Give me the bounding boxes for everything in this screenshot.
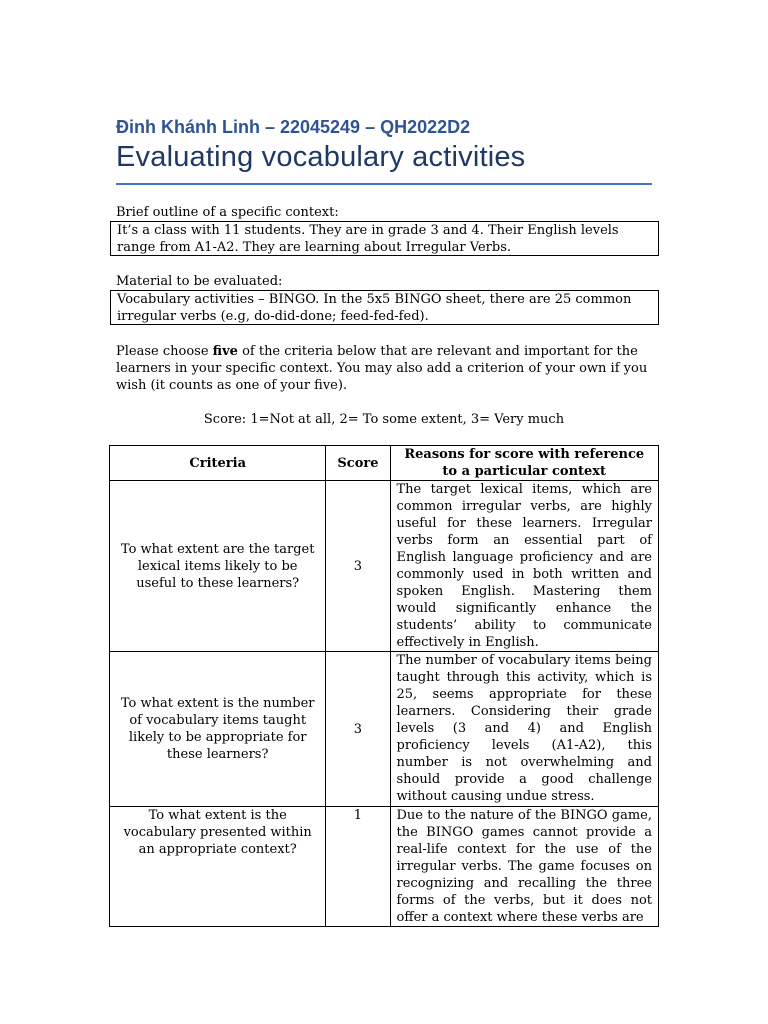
criterion-cell: To what extent are the target lexical items likely to be useful to these learners? [110,481,326,652]
header-criteria: Criteria [110,446,326,481]
material-label: Material to be evaluated: [116,274,283,289]
material-box [110,290,659,325]
header-reasons: Reasons for score with reference to a particular context [390,446,659,481]
score-cell: 1 [326,807,390,927]
instructions-paragraph [116,343,652,394]
criterion-cell: To what extent is the number of vocabulary items taught likely to be appropriate for these learners? [110,652,326,807]
reason-text-clipped: Due to the nature of the BINGO game, the BINGO games cannot provide a real-life context for the use of the irregular verbs. The game focuses on recognizing and recalling the three forms of the verbs, but it does not offer a context where these verbs are [396,808,652,925]
author-line: Đinh Khánh Linh – 22045249 – QH2022D2 [116,117,471,137]
title-underline [116,183,652,185]
instructions-before: Please choose [116,344,213,359]
table-row [110,652,659,807]
material-text: Vocabulary activities – BINGO. In the 5x5 BINGO sheet, there are 25 common irregular verbs (e.g, do-did-done; feed-fed-fed). [117,292,632,324]
table-row [110,807,659,927]
score-key: Score: 1=Not at all, 2= To some extent, 3= Very much [203,412,565,427]
table-row [110,481,659,652]
reason-cell [390,807,659,927]
reason-cell: The target lexical items, which are common irregular verbs, are highly useful for these learners. Irregular verbs form an essential part of English language proficiency and are commonly used in both written and spoken English. Mastering them would significantly enhance the students’ ability to communicate effectively in English. [390,481,659,652]
context-box [110,221,659,256]
header-score: Score [326,446,390,481]
score-cell: 3 [326,652,390,807]
instructions-emphasis: five [212,344,238,359]
context-label: Brief outline of a specific context: [116,205,339,220]
instructions-after: of the criteria below that are relevant and important for the learners in your specific context. You may also add a criterion of your own if you wish (it counts as one of your five). [116,344,648,393]
context-text: It’s a class with 11 students. They are in grade 3 and 4. Their English levels range from A1-A2. They are learning about Irregular Verbs. [117,223,619,255]
criterion-cell: To what extent is the vocabulary presented within an appropriate context? [110,807,326,927]
page-title: Evaluating vocabulary activities [116,141,526,173]
reason-cell: The number of vocabulary items being taught through this activity, which is 25, seems appropriate for these learners. Considering their grade levels (3 and 4) and English proficiency levels (A1-A2), this number is not overwhelming and should provide a good challenge without causing undue stress. [390,652,659,807]
criteria-table [109,445,659,927]
table-header-row [110,446,659,481]
score-cell: 3 [326,481,390,652]
